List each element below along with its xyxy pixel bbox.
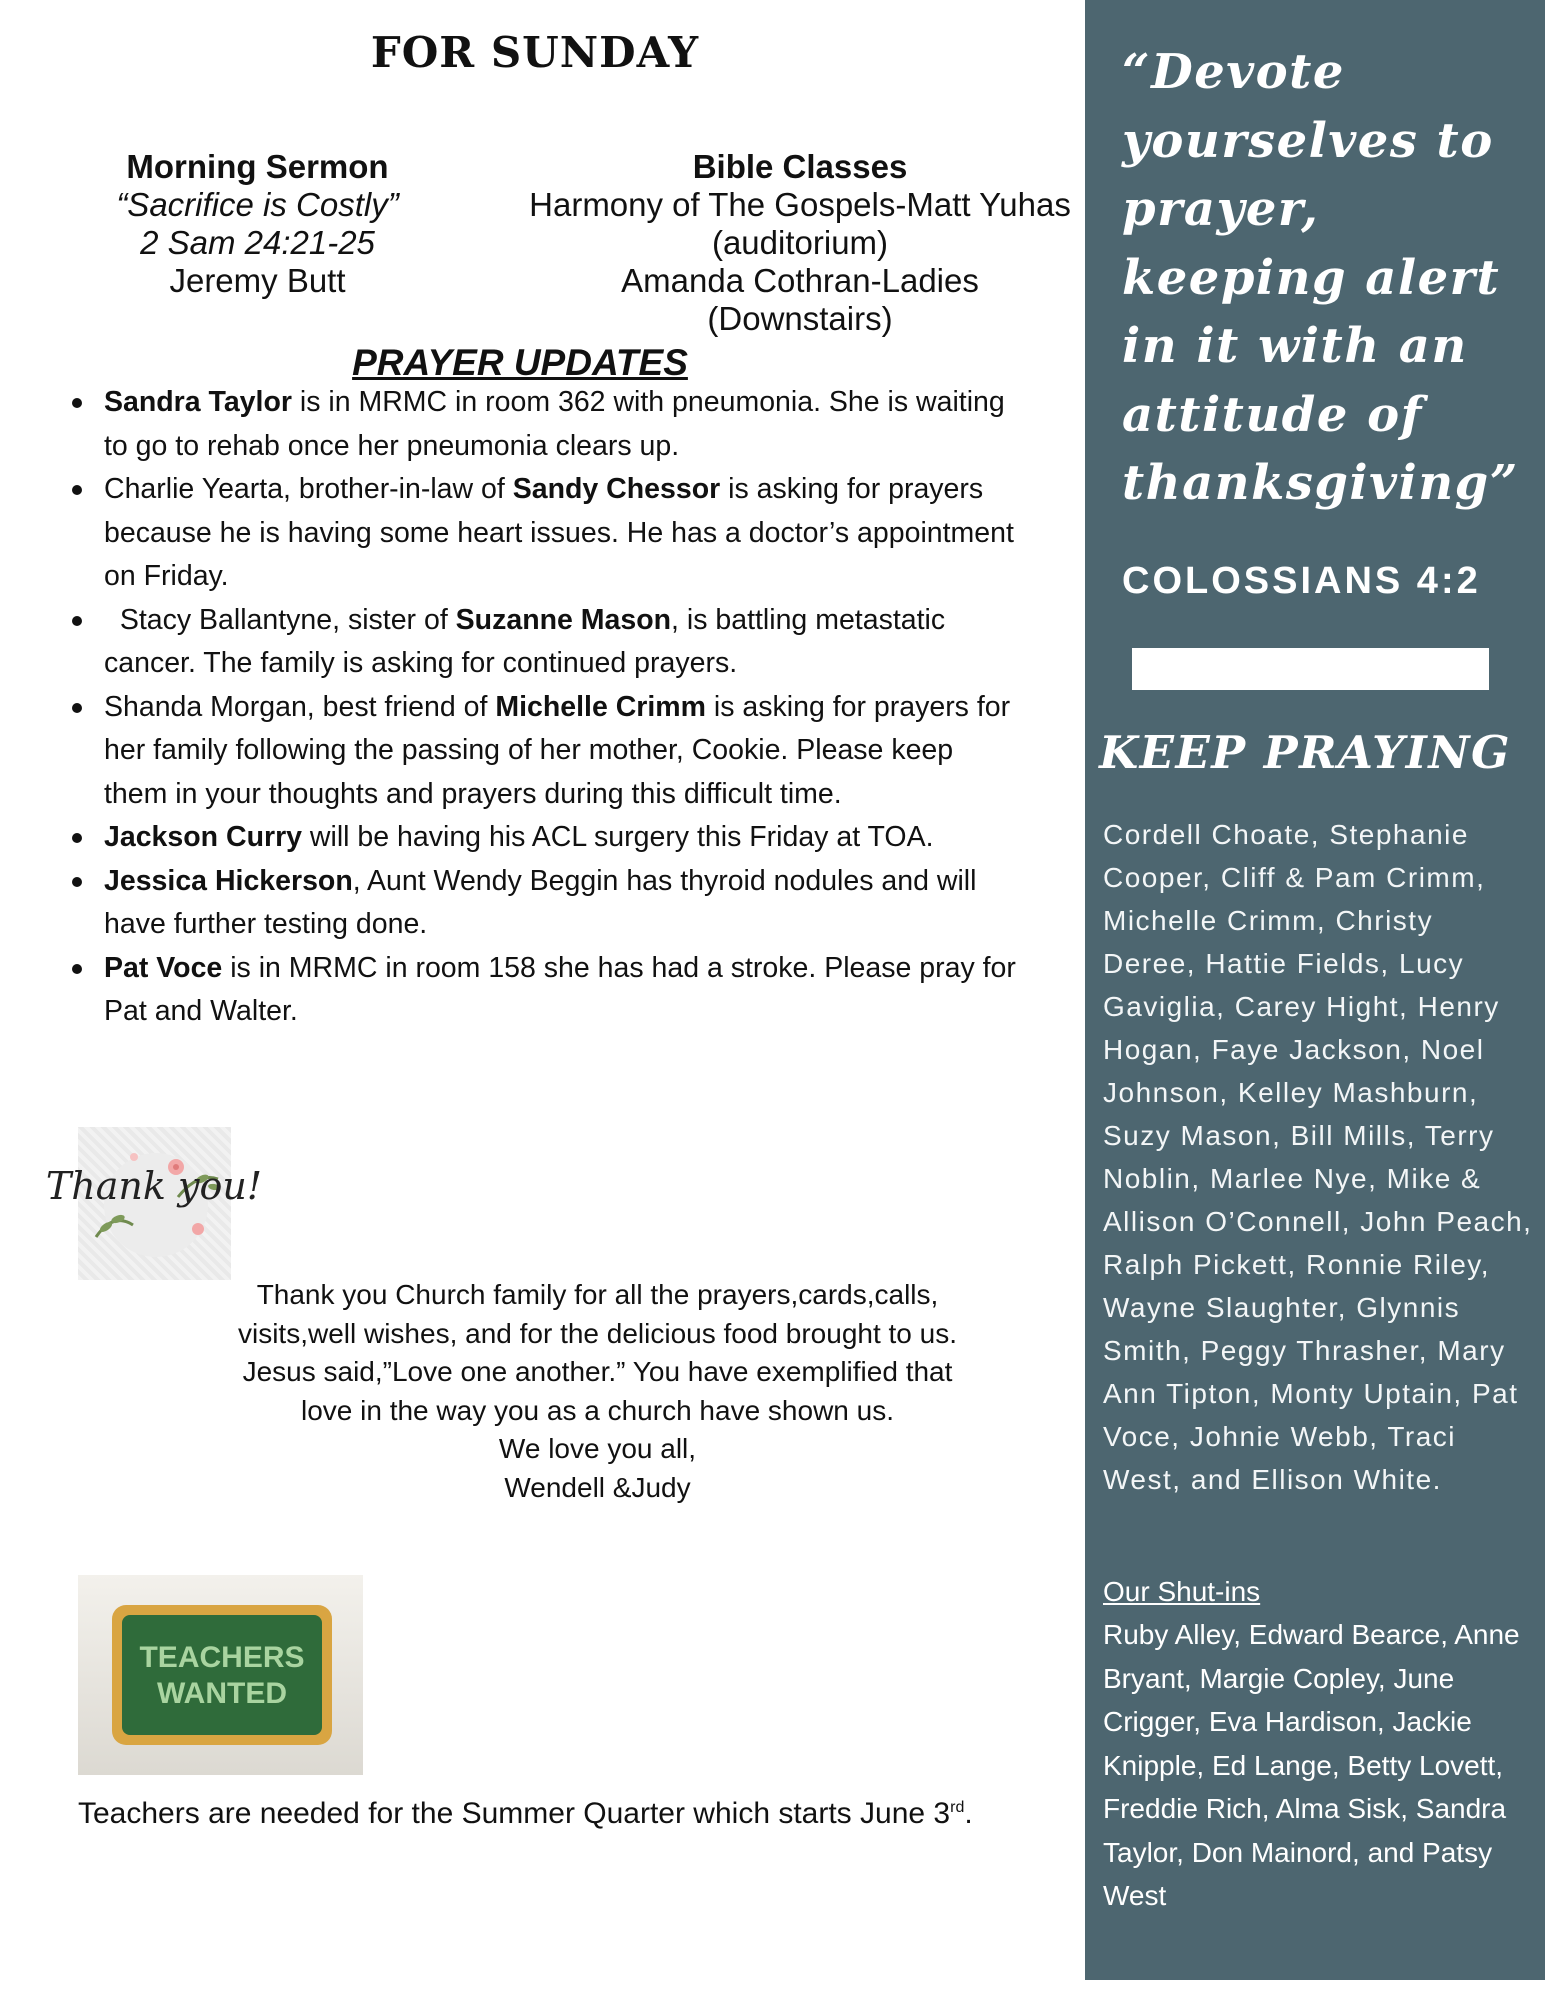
item-name: Jackson Curry [104, 821, 303, 853]
class-1-location: (auditorium) [711, 224, 889, 261]
class-1: Harmony of The Gospels-Matt Yuhas [529, 186, 1071, 223]
item-name: Michelle Crimm [495, 690, 706, 723]
sidebar [1085, 0, 1545, 1980]
shut-ins-heading: Our Shut-ins [1103, 1576, 1261, 1607]
list-item [60, 816, 1020, 860]
list-item [60, 947, 1020, 1034]
list-item [60, 686, 1020, 817]
teachers-wanted-image [78, 1575, 363, 1775]
item-text: is asking for prayers for her family following the passing of her mother, Cookie. Please keep them in your thoughts and prayers during this difficult time. [104, 690, 1011, 810]
item-text: is in MRMC in room 362 with pneumonia. She is waiting to go to rehab once her pneumonia clears up. [104, 386, 1005, 462]
note-line: Thank you Church family for all the prayers,cards,calls, [256, 1279, 939, 1310]
sermon-speaker: Jeremy Butt [169, 262, 346, 299]
thank-you-note [180, 1276, 1015, 1507]
item-text: will be having his ACL surgery this Friday at TOA. [302, 821, 934, 853]
item-name: Suzanne Mason [455, 603, 672, 636]
bible-classes-block [515, 148, 1085, 338]
note-line: visits,well wishes, and for the delicious food brought to us. [237, 1317, 958, 1349]
keep-praying-list: Cordell Choate, Stephanie Cooper, Cliff & Pam Crimm, Michelle Crimm, Christy Deree, Hattie Fields, Lucy Gaviglia, Carey Hight, Henry Hogan, Faye Jackson, Noel Johnson, Kelley Mashburn, Suzy Mason, Bill Mills, Terry Noblin, Marlee Nye, Mike & Allison O’Connell, John Peach, Ralph Pickett, Ronnie Riley, Wayne Slaughter, Glynnis Smith, Peggy Thrasher, Mary Ann Tipton, Monty Uptain, Pat Voce, Johnie Webb, Traci West, and Ellison White. [1103, 819, 1533, 1495]
chalkboard-graphic [78, 1575, 363, 1775]
item-name: Pat Voce [104, 951, 223, 984]
keep-praying-heading: KEEP PRAYING [1099, 726, 1511, 779]
ordinal-suffix: rd [950, 1799, 965, 1816]
chalk-line-2: WANTED [157, 1677, 287, 1710]
item-text: is asking for prayers because he is having some heart issues. He has a doctor’s appointment on Friday. [104, 473, 1014, 592]
sermon-reference: 2 Sam 24:21-25 [140, 224, 375, 261]
teachers-needed-text [78, 1788, 1068, 1834]
item-text: , Aunt Wendy Beggin has thyroid nodules and will have further testing done. [104, 864, 977, 940]
thank-you-graphic [45, 1127, 263, 1280]
prayer-list [60, 381, 1020, 1034]
item-name: Sandy Chessor [512, 473, 721, 505]
class-2: Amanda Cothran-Ladies [621, 262, 979, 299]
scripture-quote: “Devote yourselves to prayer, keeping alert in it with an attitude of thanksgiving” [1122, 44, 1519, 511]
item-pre: Charlie Yearta, brother-in-law of [104, 473, 513, 505]
divider-bar [1132, 648, 1489, 690]
item-pre: Stacy Ballantyne, sister of [104, 603, 456, 636]
page-title: FOR SUNDAY [370, 28, 700, 77]
scripture-reference: COLOSSIANS 4:2 [1122, 560, 1481, 602]
list-item [60, 381, 1020, 468]
class-2-location: (Downstairs) [707, 300, 893, 337]
sermon-heading: Morning Sermon [126, 148, 389, 185]
item-name: Sandra Taylor [104, 386, 292, 418]
morning-sermon-block [80, 148, 435, 300]
thank-word: Thank you! [45, 1164, 263, 1208]
teachers-text: Teachers are needed for the Summer Quarter which starts June 3 [78, 1797, 951, 1830]
prayer-updates-heading: PRAYER UPDATES [352, 342, 688, 383]
sermon-title: “Sacrifice is Costly” [116, 186, 399, 223]
classes-heading: Bible Classes [692, 148, 908, 185]
note-signature: Wendell &Judy [504, 1471, 691, 1503]
item-name: Jessica Hickerson [104, 864, 353, 897]
item-pre: Shanda Morgan, best friend of [104, 690, 496, 723]
list-item [60, 860, 1020, 947]
list-item [60, 599, 1020, 686]
item-text: , is battling metastatic cancer. The family is asking for continued prayers. [104, 603, 946, 679]
list-item [60, 468, 1020, 599]
teachers-end: . [964, 1797, 973, 1830]
note-line: love in the way you as a church have shown us. [300, 1394, 894, 1426]
note-line: Jesus said,”Love one another.” You have exemplified that [242, 1356, 953, 1387]
thank-you-image [45, 1127, 263, 1280]
item-text: is in MRMC in room 158 she has had a stroke. Please pray for Pat and Walter. [104, 951, 1016, 1027]
chalk-line-1: TEACHERS [139, 1641, 305, 1674]
note-line: We love you all, [498, 1433, 697, 1464]
shut-ins-list: Ruby Alley, Edward Bearce, Anne Bryant, Margie Copley, June Crigger, Eva Hardison, Jackie Knipple, Ed Lange, Betty Lovett, Freddie Rich, Alma Sisk, Sandra Taylor, Don Mainord, and Patsy West [1103, 1619, 1520, 1911]
